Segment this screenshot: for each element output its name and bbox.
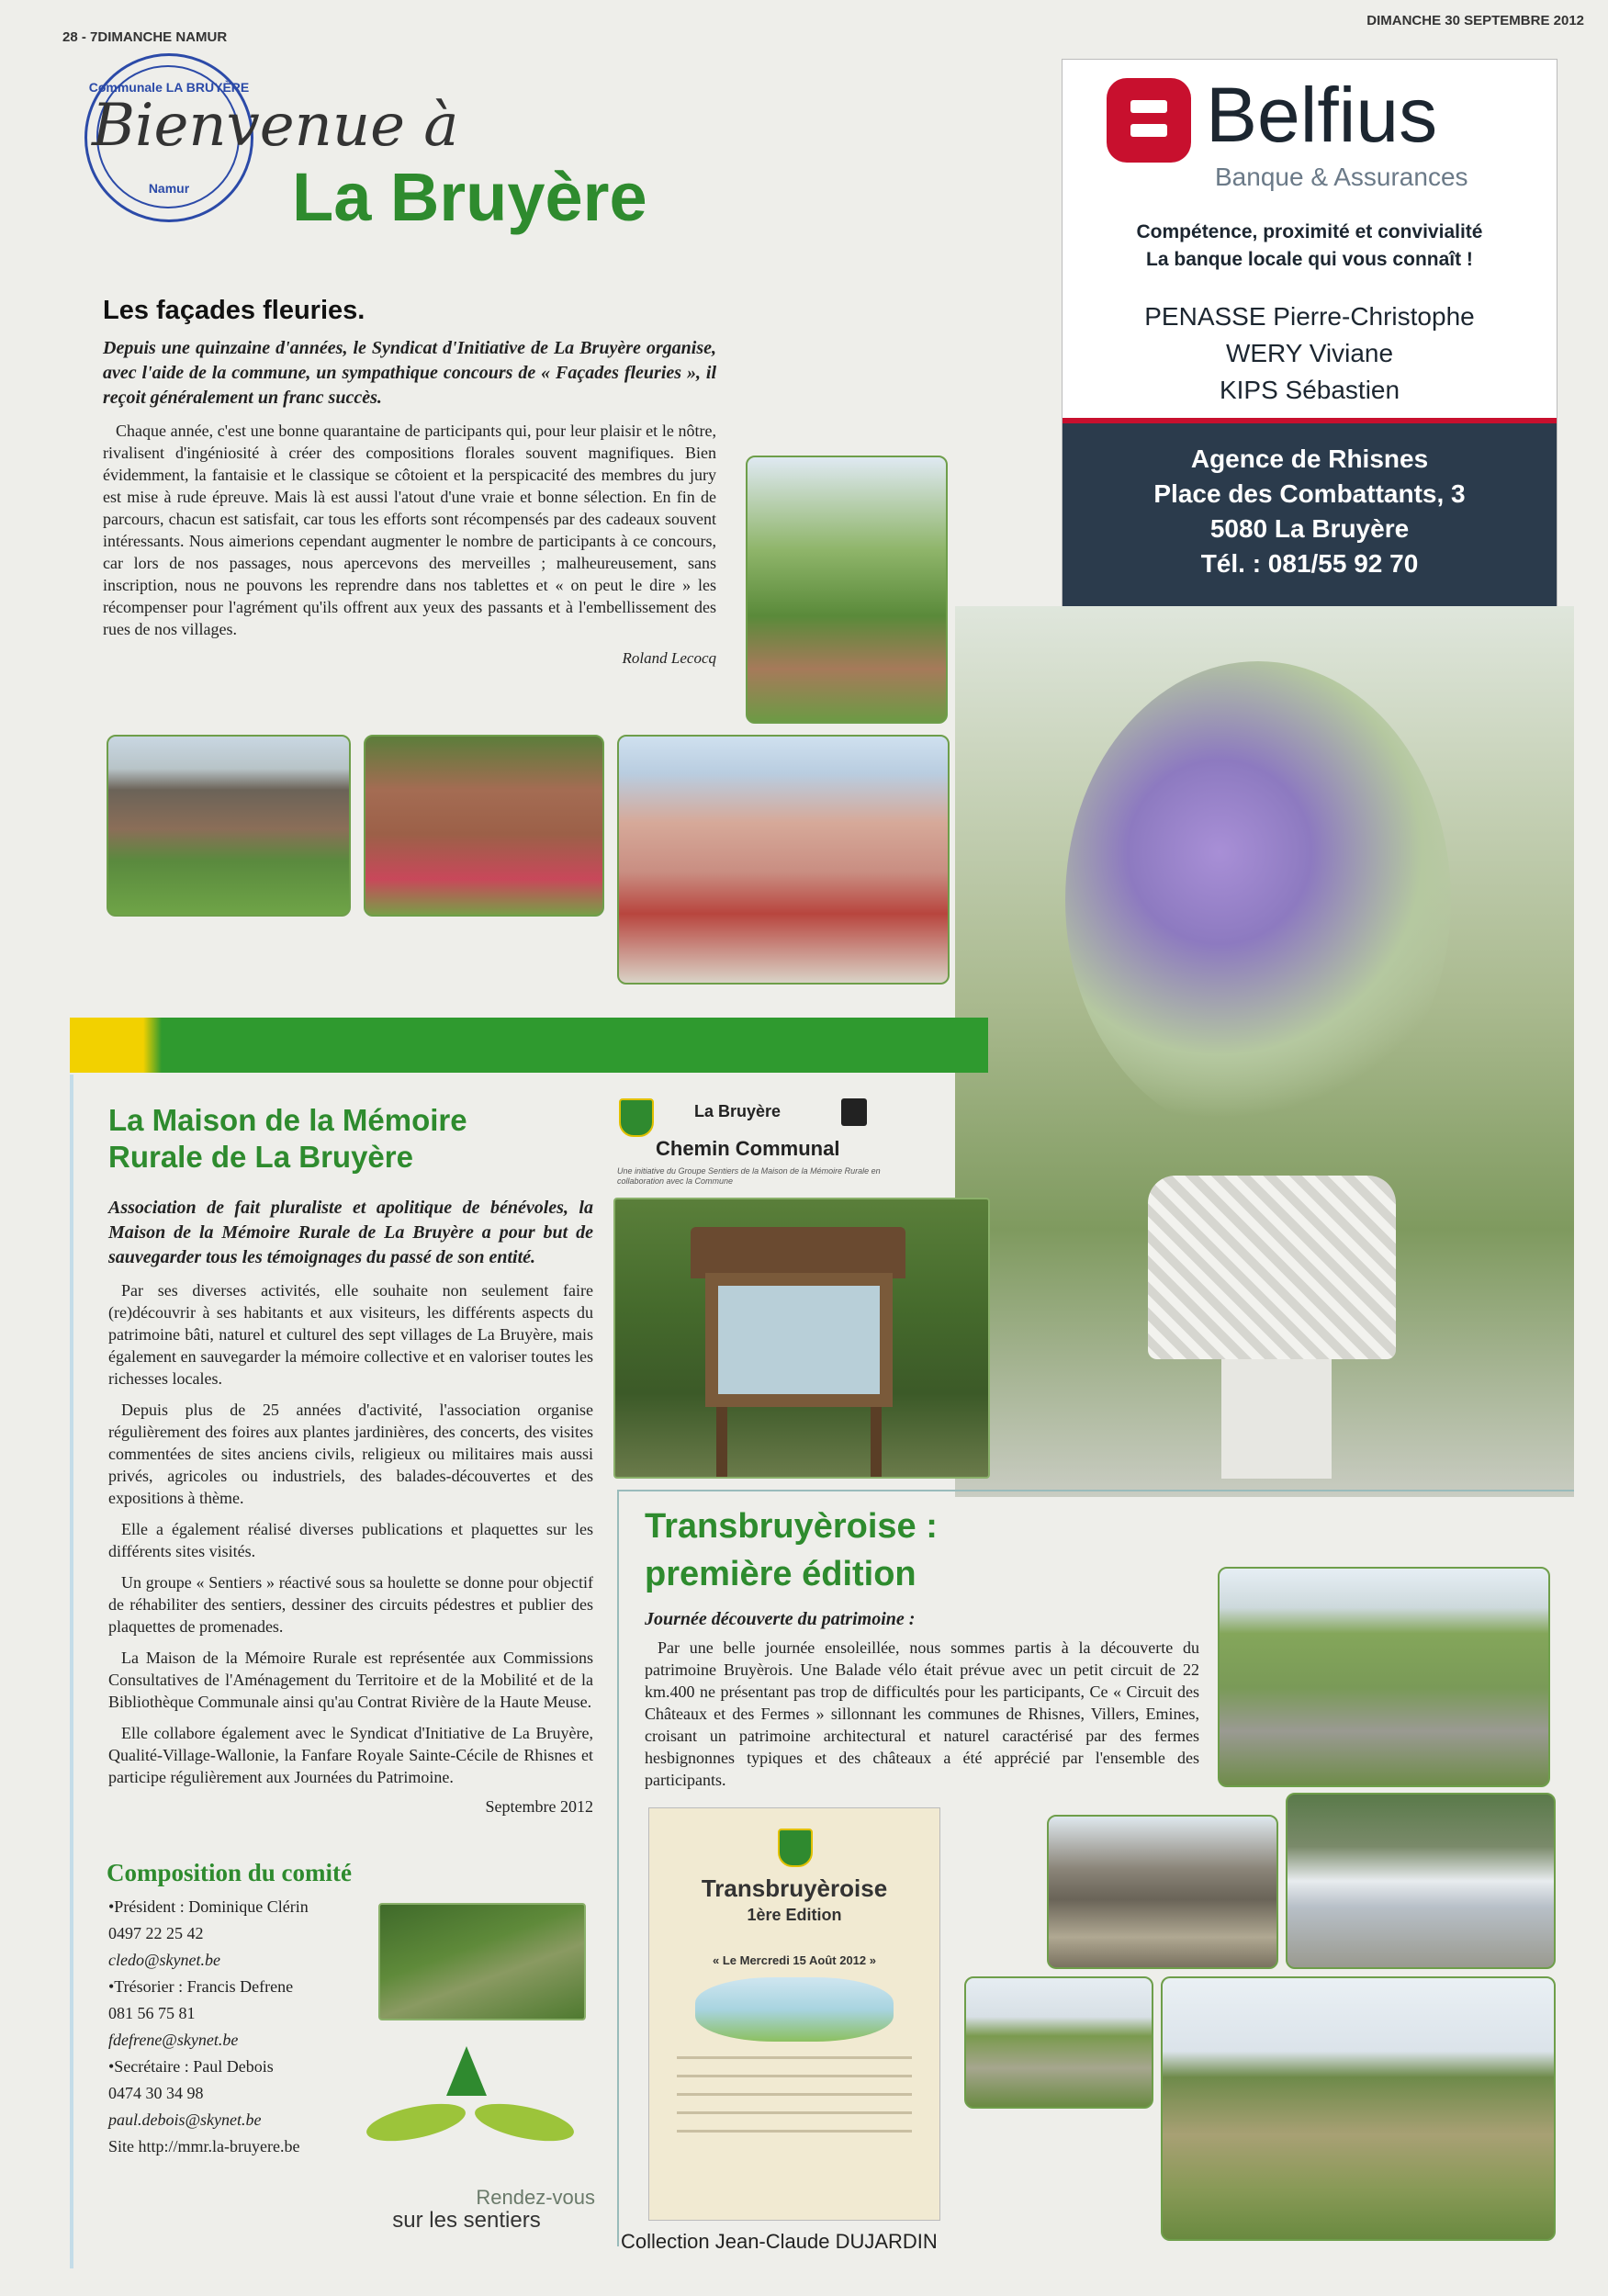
transbruyeroise-subtitle: Journée découverte du patrimoine : [645,1609,916,1629]
chemin-place: La Bruyère [694,1102,782,1120]
belfius-logo-icon [1107,78,1191,163]
signboard-photo [613,1198,990,1479]
house-photo-3 [617,735,950,985]
facades-title: Les façades fleuries. [103,296,365,325]
comite-line: •Trésorier : Francis Defrene [108,1977,294,1996]
comite-line: 081 56 75 81 [108,2004,196,2022]
comite-line: Site http://mmr.la-bruyere.be [108,2137,300,2155]
poster-shield-icon [778,1829,813,1867]
maison-title-line-2: Rurale de La Bruyère [108,1140,413,1174]
gnome-hat-icon [446,2046,487,2096]
belfius-name: WERY Viviane [1225,339,1394,367]
maison-title-line-1: La Maison de la Mémoire [108,1103,467,1137]
flower-basket-photo [955,606,1574,1497]
agency-city: 5080 La Bruyère [1209,514,1410,543]
house-photo-1 [107,735,351,917]
police-van-photo [1286,1793,1556,1969]
belfius-name: KIPS Sébastien [1219,376,1400,404]
belfius-slogan-1: Compétence, proximité et convivialité [1136,221,1483,242]
seal-top-text: Communale LA BRUYÈRE [88,80,250,95]
chemin-header [613,1095,889,1198]
comite-line: 0497 22 25 42 [108,1924,204,1942]
maison-lead: Association de fait pluraliste et apolitique de bénévoles, la Maison de la Mémoire Rurale de La Bruyère a pour but de sauvegarder tous les témoignages du passé de son entité. [108,1198,593,1267]
sentiers-logo-line-2: sur les sentiers [392,2208,541,2233]
garden-photo [746,456,948,724]
facades-lead: Depuis une quinzaine d'années, le Syndicat d'Initiative de La Bruyère organise, avec l'aide de la commune, un sympathique concours de « Façades fleuries », il reçoit généralement un franc succès. [103,338,716,408]
sentiers-logo-line-1: Rendez-vous [476,2186,595,2209]
hikers-icon [841,1098,867,1126]
belfius-name: PENASSE Pierre-Christophe [1144,302,1475,331]
leaf-icon [472,2097,578,2148]
comite-line: 0474 30 34 98 [108,2084,204,2102]
maison-title [108,1102,467,1176]
transbruyeroise-body: Par une belle journée ensoleillée, nous sommes partis à la découverte du patrimoine Bruyèrois. Une Balade vélo était prévue avec un petit circuit de 22 km.400 ne présentant pas trop de difficultés pour les participants, Ce « Circuit des Châteaux et des Fermes » sillonnant les communes de Rhisnes, Villers, Emines, croisant un patrimoine architectural et naturel caractérisé par des fermes hesbignonnes typiques et des châteaux a été apprécié par l'ensemble des participants. [645,1638,1199,1789]
belfius-tagline: Banque & Assurances [1215,163,1468,191]
belfius-brand: Belfius [1206,72,1438,158]
seal-bottom-text: Namur [148,181,190,196]
agency-street: Place des Combattants, 3 [1153,479,1466,508]
leaf-icon [364,2097,469,2148]
maison-paragraph: Depuis plus de 25 années d'activité, l'association organise régulièrement des foires aux plantes jardinières, des concerts, des visites commentées de sites anciens civils, religieux ou militaires mais aussi privés, agricoles ou industriels, des balades-découvertes et des expositions à thème. [108,1401,593,1507]
page-label: 28 - 7DIMANCHE NAMUR [62,29,228,45]
maison-article [108,1196,593,1817]
sentiers-logo [356,2046,595,2233]
chemin-title: Chemin Communal [656,1137,840,1160]
transbruyeroise-title [645,1503,938,1598]
comite-list [108,1894,384,2160]
comite-line: fdefrene@skynet.be [108,2031,239,2049]
agency-name: Agence de Rhisnes [1190,445,1429,473]
comite-line: cledo@skynet.be [108,1951,221,1969]
belfius-agency [1063,423,1557,607]
cyclist-photo [1218,1567,1550,1787]
commune-shield-icon [619,1098,654,1137]
farm-photo [1047,1815,1278,1969]
maison-paragraph: Elle collabore également avec le Syndicat d'Initiative de La Bruyère, Qualité-Village-Wallonie, la Fanfare Royale Sainte-Cécile de Rhisnes et participe régulièrement aux Journées du Patrimoine. [108,1724,593,1786]
maison-paragraph: Par ses diverses activités, elle souhaite non seulement faire (re)découvrir à ses habitants et aux visiteurs, les différents aspects du patrimoine bâti, naturel et culturel des sept villages de La Bruyère, mais également en sauvegarder la mémoire collective et en valoriser toutes les richesses locales. [108,1281,593,1388]
maison-paragraph: Elle a également réalisé diverses publications et plaquettes sur les différents sites visités. [108,1520,593,1560]
facades-author: Roland Lecocq [622,649,716,667]
transbruyeroise-title-line-2: première édition [645,1555,916,1593]
maison-paragraph: La Maison de la Mémoire Rurale est représentée aux Commissions Consultatives de l'Aménagement du Territoire et de la Mobilité et de la Bibliothèque Communale ainsi qu'au Contrat Rivière de la Haute Meuse. [108,1649,593,1711]
path-photo [378,1903,586,2020]
comite-line: •Président : Dominique Clérin [108,1897,309,1916]
facades-body: Chaque année, c'est une bonne quarantaine de participants qui, pour leur plaisir et le nôtre, rivalisent d'ingéniosité à créer des compositions florales souvent magnifiques. Bien évidemment, la fantaisie et le classique se côtoient et la perspicacité des membres du jury est mise à rude épreuve. Mais là est aussi l'atout d'une vraie et bonne sélection. En fin de parcours, chacun est satisfait, car tous les efforts sont récompensés par des cadeaux souvent intéressants. Nous aimerions cependant augmenter le nombre de participants à ce concours, car lors de nos passages, nous apercevons des merveilles ; malheureusement, sans inscription, nous ne pouvons les reprendre dans nos tablettes et « on peut le dire » les récompenser pour l'agrément qu'ils offrent aux yeux des passants et à l'embellissement des rues de nos villages. [103,422,716,638]
comite-title: Composition du comité [107,1859,353,1886]
collection-credit: Collection Jean-Claude DUJARDIN [621,2230,938,2253]
field-riders-photo [1161,1976,1556,2241]
cyclists-illustration [695,1977,894,2042]
maison-paragraph: Un groupe « Sentiers » réactivé sous sa houlette se donne pour objectif de réhabiliter des sentiers, dessiner des circuits pédestres et publier des plaquettes de promenades. [108,1573,593,1636]
chemin-subtitle: Une initiative du Groupe Sentiers de la Maison de la Mémoire Rurale en collaboration avec la Commune [617,1166,881,1186]
belfius-slogan-2: La banque locale qui vous connaît ! [1146,249,1473,270]
poster-title: Transbruyèroise [701,1874,888,1902]
poster-edition: 1ère Edition [747,1906,842,1924]
issue-date: DIMANCHE 30 SEPTEMBRE 2012 [1366,13,1584,28]
belfius-names [1063,298,1557,409]
welcome-title: La Bruyère [292,159,647,235]
transbruyeroise-title-line-1: Transbruyèroise : [645,1507,938,1546]
poster-date: « Le Mercredi 15 Août 2012 » [713,1953,876,1967]
transbruyeroise-poster [648,1807,940,2221]
section-banner [70,1018,988,1073]
country-road-photo [964,1976,1153,2109]
transbruyeroise-article [645,1637,1199,1800]
maison-date: Septembre 2012 [485,1797,593,1816]
house-photo-2 [364,735,604,917]
agency-phone: Tél. : 081/55 92 70 [1200,549,1419,578]
facades-article [103,336,716,668]
comite-line: •Secrétaire : Paul Debois [108,2057,274,2076]
welcome-script: Bienvenue à [92,92,459,160]
comite-line: paul.debois@skynet.be [108,2110,262,2129]
belfius-ad [1062,59,1557,608]
left-column-rule [70,1075,73,2268]
